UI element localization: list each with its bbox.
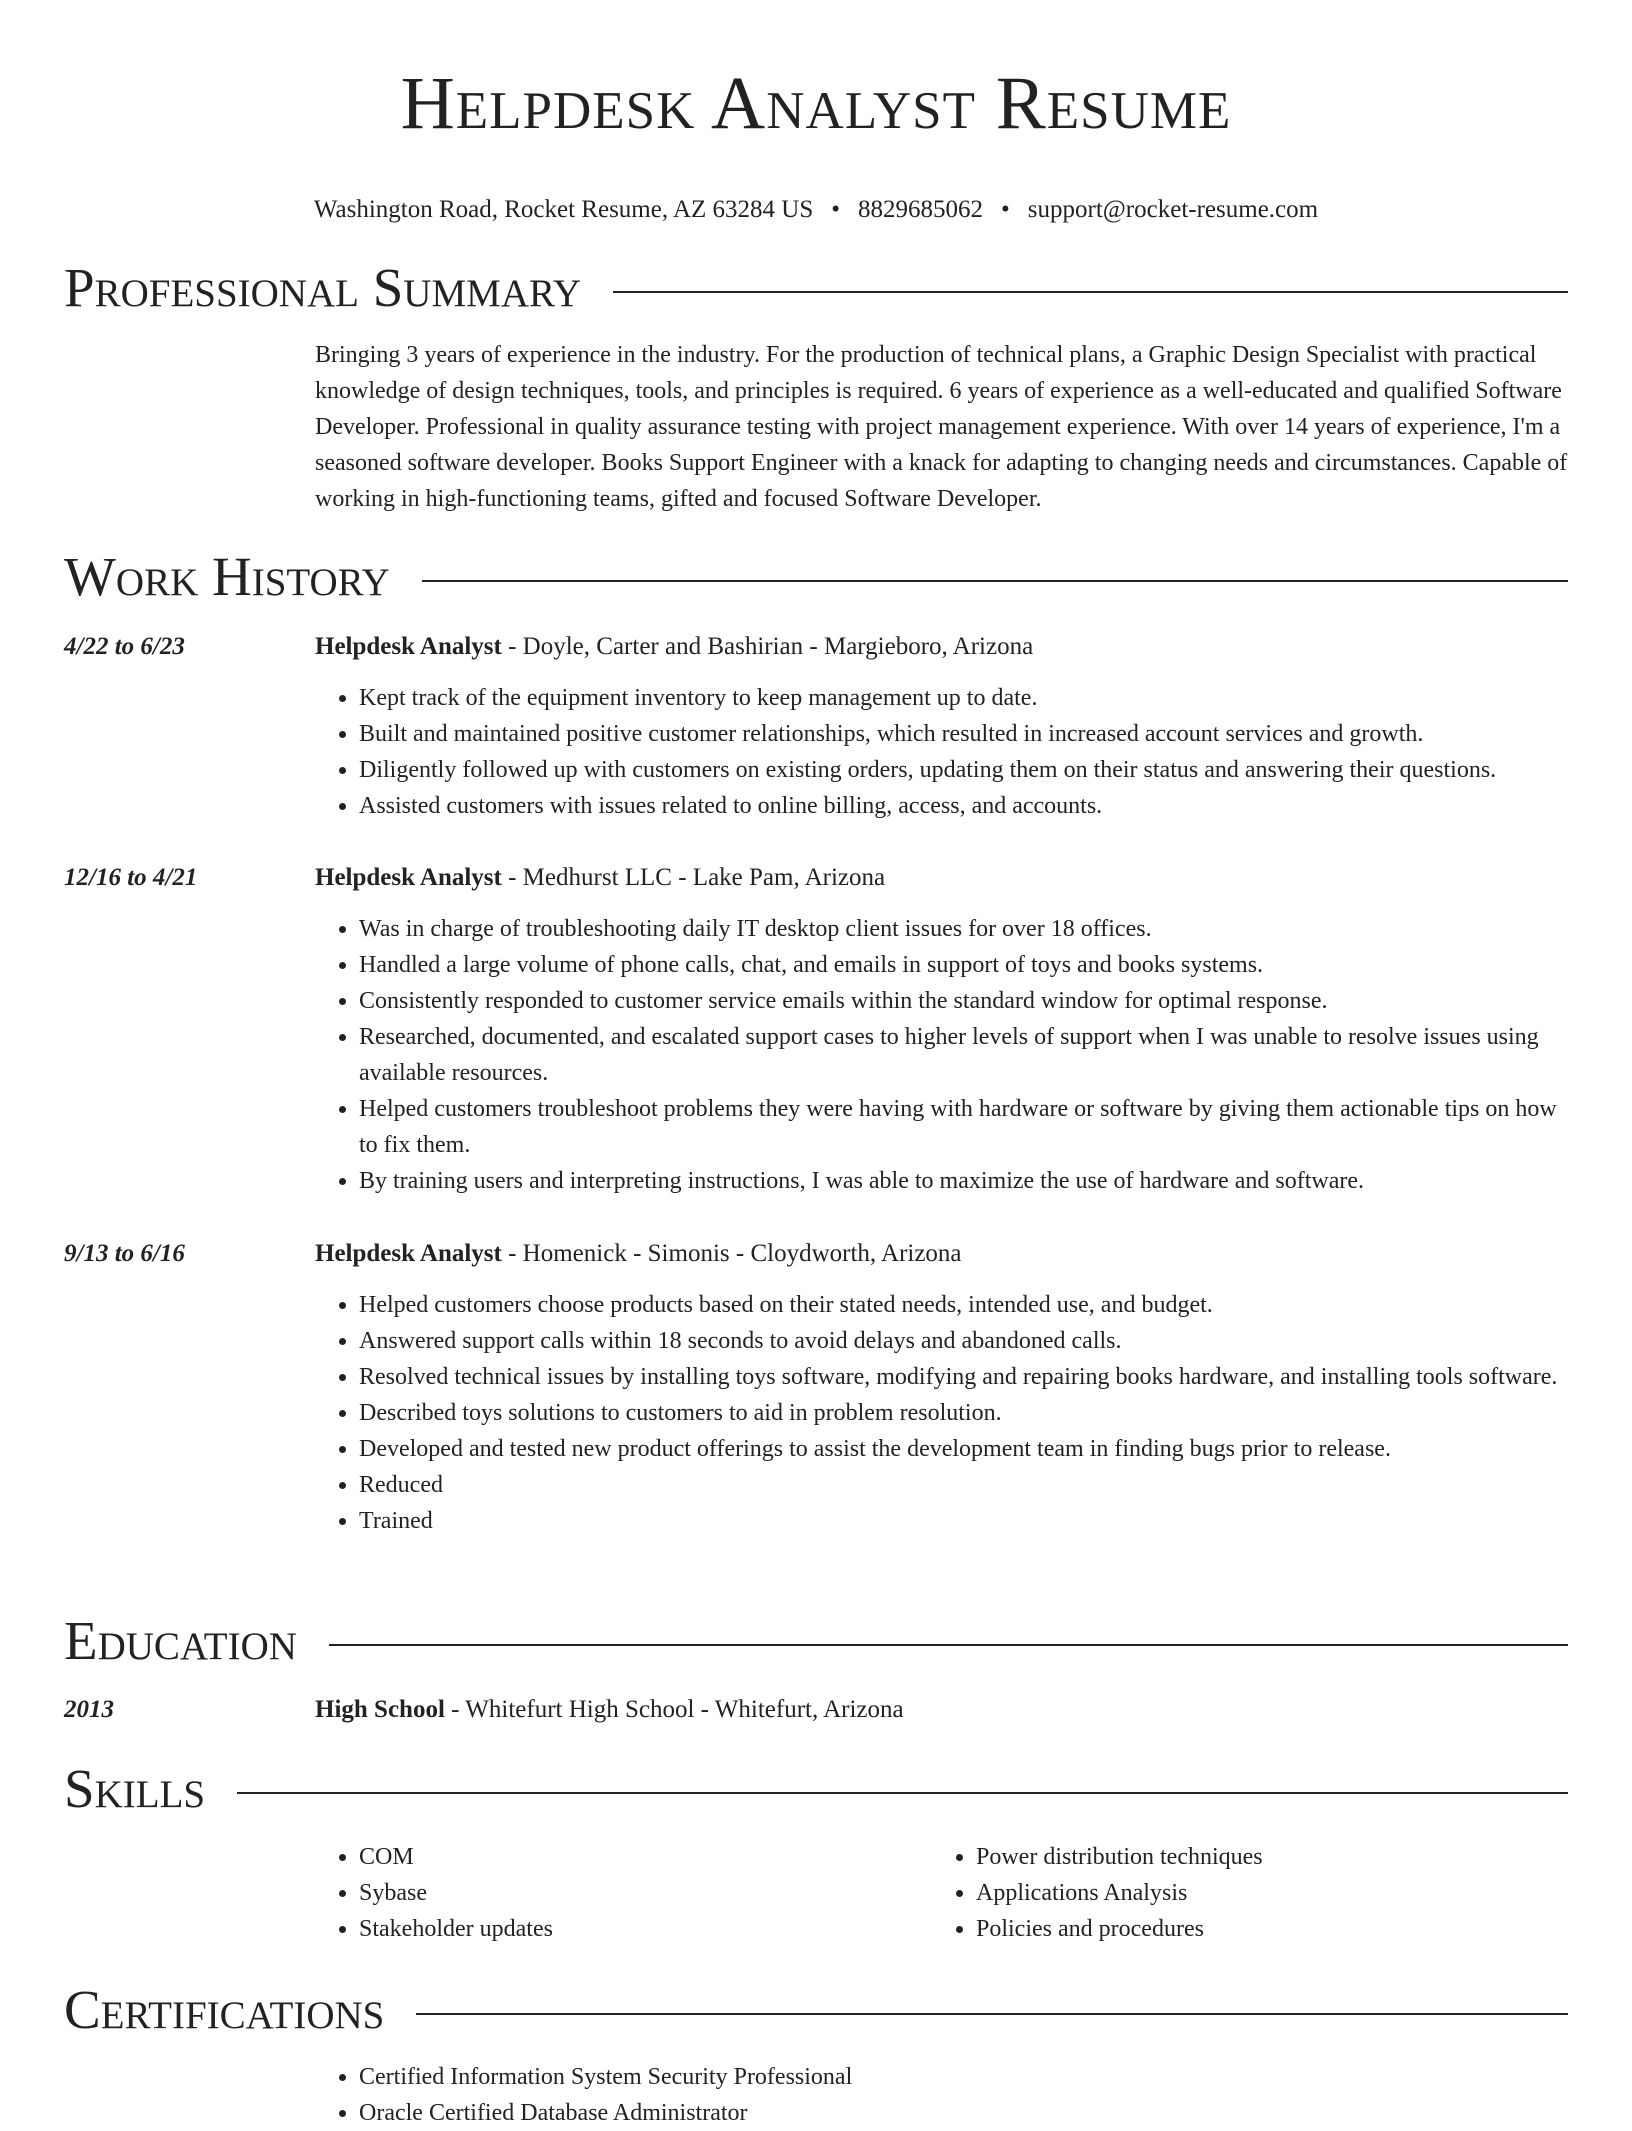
summary-block [64, 337, 1568, 517]
list-item: • Resolved technical issues by installing toys software, modifying and repairing books hardware, and installing tools software. [359, 1359, 1568, 1395]
work-heading: Work History [64, 546, 390, 607]
education-details: - Whitefurt High School - Whitefurt, Arizona [444, 1696, 904, 1723]
list-item: • Handled a large volume of phone calls, chat, and emails in support of toys and books systems. [359, 947, 1568, 983]
skills-section-header [64, 1759, 1568, 1819]
skills-heading: Skills [64, 1758, 206, 1819]
list-item: • Oracle Certified Database Administrator [359, 2095, 1568, 2131]
list-item: • Applications Analysis [976, 1875, 1549, 1911]
job-header [64, 630, 1568, 664]
summary-heading: Professional Summary [64, 257, 582, 318]
section-divider [613, 291, 1568, 293]
list-item: • Built and maintained positive customer relationships, which resulted in increased account services and growth. [359, 716, 1568, 752]
job-entry [64, 1237, 1568, 1539]
list-item: • COM [359, 1839, 932, 1875]
job-entry [64, 861, 1568, 1199]
job-details: - Doyle, Carter and Bashirian - Margieboro, Arizona [501, 633, 1034, 660]
section-divider [416, 2013, 1568, 2015]
job-line [315, 630, 1033, 664]
job-entry [64, 630, 1568, 824]
education-heading: Education [64, 1610, 297, 1671]
list-item: • Answered support calls within 18 seconds to avoid delays and abandoned calls. [359, 1323, 1568, 1359]
list-item: • Power distribution techniques [976, 1839, 1549, 1875]
certifications-list [315, 2059, 1568, 2131]
job-line [315, 861, 885, 895]
email-link[interactable]: support@rocket-resume.com [1027, 196, 1319, 223]
list-item: • Kept track of the equipment inventory to keep management up to date. [359, 680, 1568, 716]
job-header [64, 1237, 1568, 1271]
certifications-section-header [64, 1980, 1568, 2040]
list-item: • Described toys solutions to customers to aid in problem resolution. [359, 1395, 1568, 1431]
job-bullets [315, 911, 1568, 1199]
list-item: • Assisted customers with issues related to online billing, access, and accounts. [359, 788, 1568, 824]
list-item: • Helped customers choose products based on their stated needs, intended use, and budget. [359, 1287, 1568, 1323]
job-details: - Medhurst LLC - Lake Pam, Arizona [501, 864, 886, 891]
list-item: • By training users and interpreting instructions, I was able to maximize the use of hardware and software. [359, 1163, 1568, 1199]
education-year: 2013 [64, 1696, 114, 1723]
section-divider [237, 1792, 1568, 1794]
phone: 8829685062 [858, 196, 984, 223]
list-item: • Consistently responded to customer service emails within the standard window for optimal response. [359, 983, 1568, 1019]
education-entry [64, 1693, 1568, 1727]
section-divider [329, 1644, 1568, 1646]
list-item: • Helped customers troubleshoot problems they were having with hardware or software by giving them actionable tips on how to fix them. [359, 1091, 1568, 1163]
list-item: • Stakeholder updates [359, 1911, 932, 1947]
list-item: • Sybase [359, 1875, 932, 1911]
job-dates: 4/22 to 6/23 [64, 633, 185, 660]
summary-section-header [64, 258, 1568, 318]
list-item: • Developed and tested new product offerings to assist the development team in finding bugs prior to release. [359, 1431, 1568, 1467]
job-dates: 12/16 to 4/21 [64, 864, 198, 891]
job-bullets [315, 680, 1568, 824]
job-dates: 9/13 to 6/16 [64, 1240, 185, 1267]
certifications-heading: Certifications [64, 1979, 385, 2040]
resume-title: Helpdesk Analyst Resume [400, 62, 1232, 145]
skills-list [315, 1839, 1568, 1947]
separator-dot: • [831, 196, 841, 223]
skills-column-left [315, 1839, 932, 1947]
section-divider [422, 580, 1568, 582]
job-bullets [315, 1287, 1568, 1539]
list-item: • Certified Information System Security Professional [359, 2059, 1568, 2095]
education-degree: High School [315, 1696, 445, 1723]
list-item: • Diligently followed up with customers on existing orders, updating them on their status and answering their questions. [359, 752, 1568, 788]
certifications-block [64, 2059, 1568, 2131]
job-header [64, 861, 1568, 895]
work-section-header [64, 547, 1568, 607]
list-item: • Policies and procedures [976, 1911, 1549, 1947]
education-row [64, 1693, 1568, 1727]
address: Washington Road, Rocket Resume, AZ 63284 US [313, 196, 814, 223]
education-line [315, 1693, 904, 1727]
job-title: Helpdesk Analyst [315, 864, 502, 891]
list-item: • Reduced [359, 1467, 1568, 1503]
list-item: • Was in charge of troubleshooting daily IT desktop client issues for over 18 offices. [359, 911, 1568, 947]
skills-column-right [932, 1839, 1549, 1947]
separator-dot: • [1001, 196, 1010, 223]
job-details: - Homenick - Simonis - Cloydworth, Arizona [501, 1240, 962, 1267]
job-line [315, 1237, 962, 1271]
job-title: Helpdesk Analyst [315, 1240, 502, 1267]
list-item: • Trained [359, 1503, 1568, 1539]
education-section-header [64, 1611, 1568, 1671]
list-item: • Researched, documented, and escalated support cases to higher levels of support when I was unable to resolve issues using available resources. [359, 1019, 1568, 1091]
job-title: Helpdesk Analyst [315, 633, 502, 660]
summary-text: Bringing 3 years of experience in the industry. For the production of technical plans, a Graphic Design Specialist with practical knowledge of design techniques, tools, and principles is required. 6 years of experience as a well-educated and qualified Software Developer. Professional in quality assurance testing with project management experience. With over 14 years of experience, I'm a seasoned software developer. Books Support Engineer with a knack for adapting to changing needs and circumstances. Capable of working in high-functioning teams, gifted and focused Software Developer. [315, 342, 1568, 512]
contact-line [0, 194, 1632, 226]
